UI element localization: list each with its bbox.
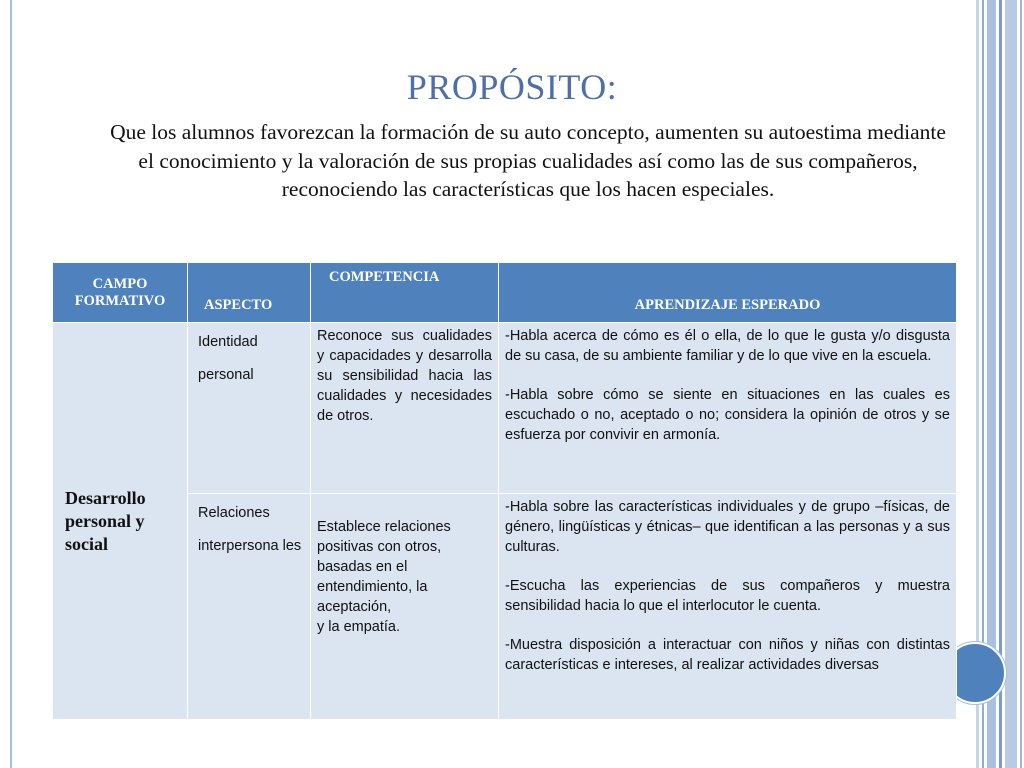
- aprendizaje-cell: [499, 494, 957, 720]
- competencia-text: Establece relaciones positivas con otros, basadas en el entendimiento, la aceptación,: [317, 519, 451, 615]
- aprendizaje-item: -Habla sobre cómo se siente en situaciones en las cuales es escuchado o no, aceptado o no; considera la opinión de otros y se esfuerza por convivir en armonía.: [505, 387, 950, 443]
- header-aspecto: ASPECTO: [188, 263, 311, 323]
- header-campo-formativo: CAMPO FORMATIVO: [53, 263, 188, 323]
- purpose-text: Que los alumnos favorezcan la formación de su auto concepto, aumenten su autoestima mediante el conocimiento y la valoración de sus propias cualidades así como las de sus compañeros, reconociendo las características que los hacen especiales.: [110, 120, 946, 201]
- aprendizaje-item: -Muestra disposición a interactuar con niños y niñas con distintas características e intereses, al realizar actividades diversas: [505, 637, 950, 673]
- curriculum-table: [52, 262, 957, 720]
- table-header-row: [53, 263, 957, 323]
- competencia-text-last: y la empatía.: [317, 619, 401, 635]
- aspecto-cell: Identidad personal: [188, 323, 311, 494]
- table-row: [53, 494, 957, 720]
- aspecto-cell: Relaciones interpersona les: [188, 494, 311, 720]
- header-competencia: COMPETENCIA: [311, 263, 499, 323]
- aprendizaje-item: -Habla acerca de cómo es él o ella, de lo que le gusta y/o disgusta de su casa, de su ambiente familiar y de lo que vive en la escuela.: [505, 328, 950, 364]
- aprendizaje-item: -Escucha las experiencias de sus compañeros y muestra sensibilidad hacia lo que el interlocutor le cuenta.: [505, 578, 950, 614]
- campo-formativo-cell: Desarrollo personal y social: [53, 323, 188, 720]
- aprendizaje-cell: [499, 323, 957, 494]
- header-aprendizaje-esperado: APRENDIZAJE ESPERADO: [499, 263, 957, 323]
- competencia-cell: Reconoce sus cualidades y capacidades y desarrolla su sensibilidad hacia las cualidades y necesidades de otros.: [311, 323, 499, 494]
- slide-title: PROPÓSITO:: [406, 67, 618, 107]
- aprendizaje-item: -Habla sobre las características individuales y de grupo –físicas, de género, lingüísticas y étnicas– que identifican a las personas y a sus culturas.: [505, 499, 950, 555]
- competencia-cell: [311, 494, 499, 720]
- left-border-line: [10, 0, 12, 768]
- table-row: [53, 323, 957, 494]
